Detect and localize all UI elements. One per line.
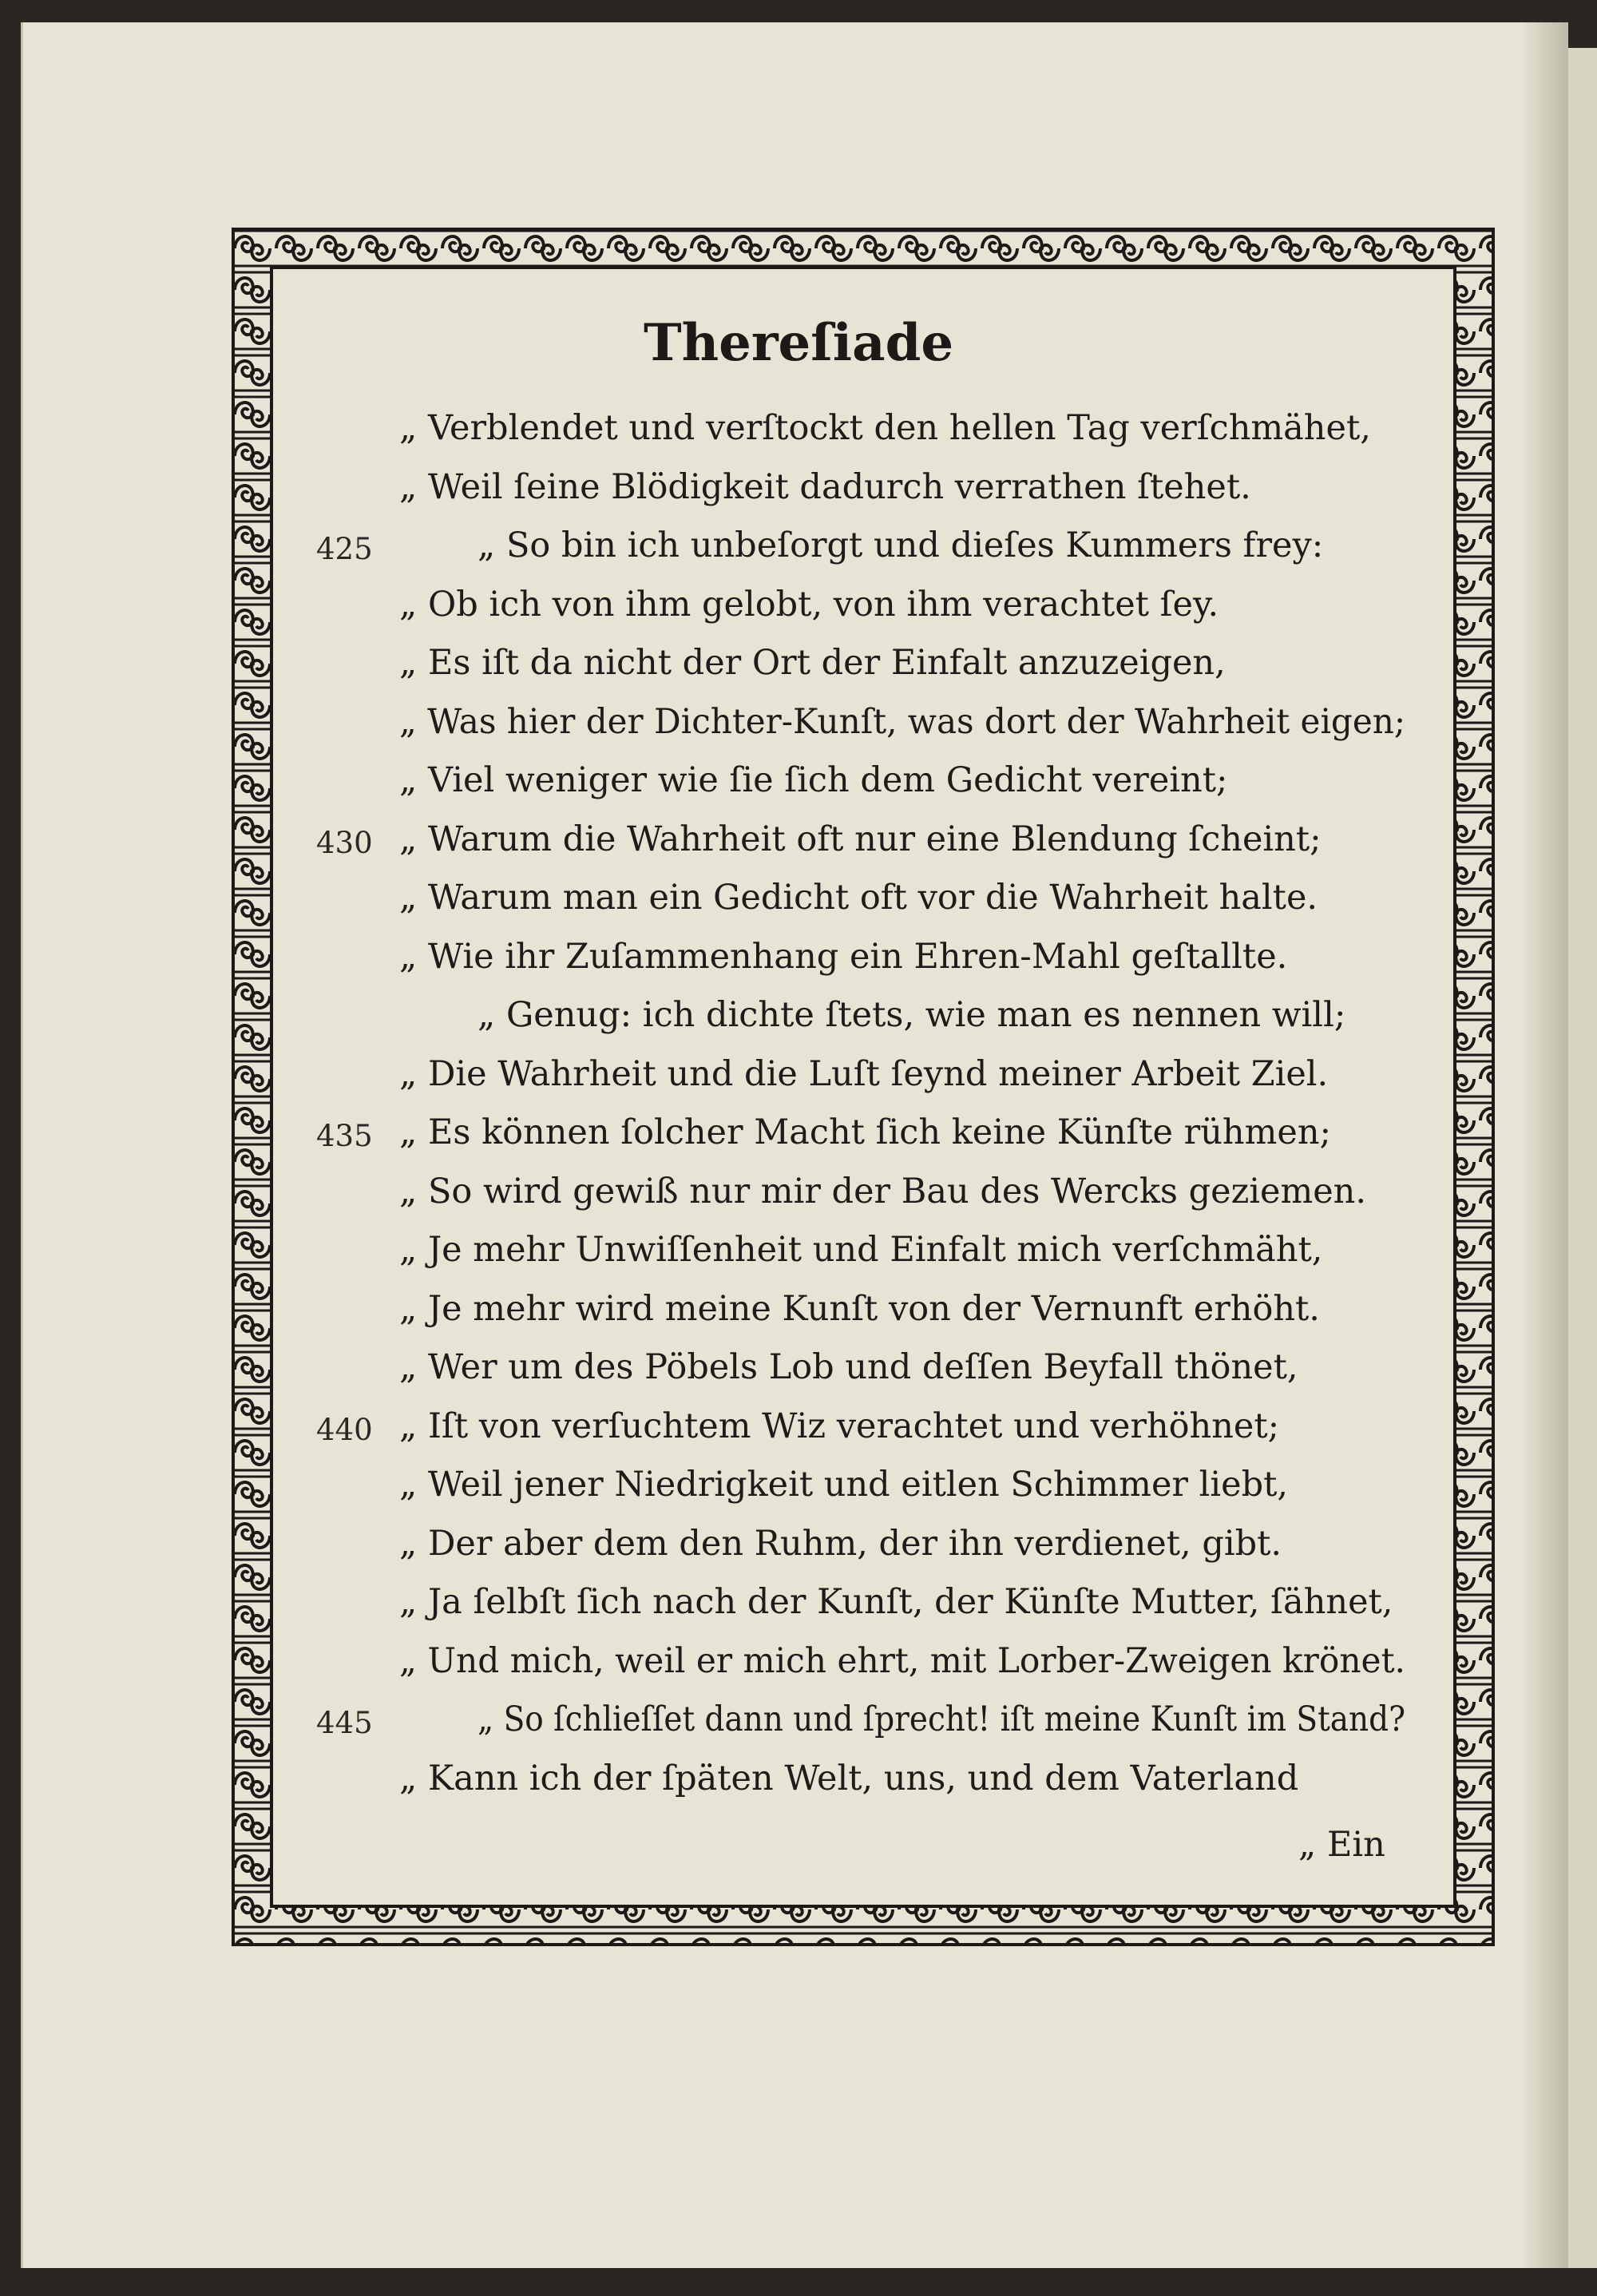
running-head: Thereſiade [643,313,954,373]
verse-line: „ Wer um des Pöbels Lob und deſſen Beyfall thönet, [399,1347,1298,1387]
verse-line: „ Die Wahrheit und die Luſt ſeynd meiner Arbeit Ziel. [399,1053,1329,1094]
verse-line: „ Es iſt da nicht der Ort der Einfalt anzuzeigen, [399,643,1226,683]
verse-line: „ Es können ſolcher Macht ſich keine Künſte rühmen; [399,1112,1332,1152]
verse-line: „ Genug: ich dichte ſtets, wie man es nennen will; [478,995,1346,1035]
verse-line: „ Viel weniger wie ſie ſich dem Gedicht vereint; [399,760,1228,800]
verse-line: „ So ſchlieſſet dann und ſprecht! iſt meine Kunſt im Stand? [478,1699,1405,1739]
verse-line: „ Der aber dem den Ruhm, der ihn verdienet, gibt. [399,1523,1282,1564]
line-number: 440 [316,1412,373,1447]
line-number: 445 [316,1706,373,1740]
verse-line: „ Warum die Wahrheit oft nur eine Blendung ſcheint; [399,819,1322,859]
verse-line: „ Was hier der Dichter-Kunſt, was dort der Wahrheit eigen; [399,701,1405,742]
catchword: „ Ein [1298,1825,1385,1865]
verse-line: „ Ja ſelbſt ſich nach der Kunſt, der Künſte Mutter, ſähnet, [399,1582,1393,1622]
verse-line: „ So wird gewiß nur mir der Bau des Wercks geziemen. [399,1171,1367,1211]
line-number: 435 [316,1119,373,1153]
verse-line: „ Ob ich von ihm gelobt, von ihm verachtet ſey. [399,584,1219,625]
verse-line: „ Weil jener Niedrigkeit und eitlen Schimmer liebt, [399,1465,1289,1505]
verse-line: „ So bin ich unbeſorgt und dieſes Kummers frey: [478,525,1324,565]
verse-line: „ Kann ich der ſpäten Welt, uns, und dem Vaterland [399,1758,1299,1798]
verse-line: „ Und mich, weil er mich ehrt, mit Lorber-Zweigen krönet. [399,1640,1405,1681]
line-number: 425 [316,532,373,566]
verse-line: „ Wie ihr Zuſammenhang ein Ehren-Mahl geſtallte. [399,936,1288,977]
verse-line: „ Verblendet und verſtockt den hellen Tag verſchmähet, [399,408,1371,448]
next-page-edge [1567,48,1597,2268]
verse-line: „ Je mehr wird meine Kunſt von der Vernunft erhöht. [399,1288,1320,1329]
verse-line: „ Iſt von verſuchtem Wiz verachtet und verhöhnet; [399,1406,1280,1446]
verse-line: „ Je mehr Unwiſſenheit und Einfalt mich verſchmäht, [399,1230,1323,1270]
verse-line: „ Warum man ein Gedicht oft vor die Wahrheit halte. [399,878,1318,918]
verse-line: „ Weil ſeine Blödigkeit dadurch verrathen ſtehet. [399,466,1251,507]
line-number: 430 [316,825,373,860]
